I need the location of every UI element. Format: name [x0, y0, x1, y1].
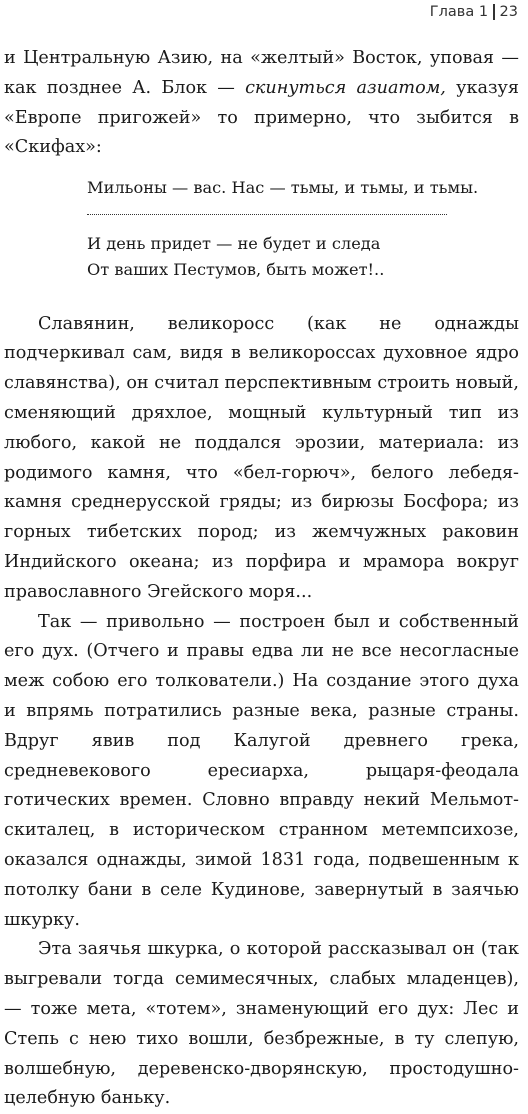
page-number: 23: [499, 4, 518, 20]
running-header: [430, 4, 518, 20]
intro-text-before: и Центральную Азию, на «желтый» Восток, уповая — как позднее А. Блок —: [4, 48, 519, 98]
body-paragraph: Славянин, великоросс (как не однажды подчеркивал сам, видя в великороссах духовное ядро славянства), он считал перспективным строить новый, сменяющий дряхлое, мощный культурный тип из любого, какой не поддался эрозии, материала: из родимого камня, что «бел-горюч», белого лебедя-камня среднерусской гряды; из бирюзы Босфора; из горных тибетских пород; из жемчужных раковин Индийского океана; из порфира и мрамора вокруг православного Эгейского моря...: [4, 313, 519, 602]
chapter-label: Глава 1: [429, 4, 489, 20]
body-paragraph: Эта заячья шкурка, о которой рассказывал он (так выгревали тогда семимесячных, слабых младенцев), — тоже мета, «тотем», знаменующий его дух: Лес и Степь с нею тихо вошли, безбрежные, в ту слепую, волшебную, деревенско-дворянскую, простодушно-целебную баньку.: [4, 939, 519, 1109]
intro-text-after: указуя «Европе пригожей» то примерно, что зыбится в «Скифах»:: [4, 77, 519, 158]
header-separator: [493, 4, 495, 20]
verse-quote: [87, 175, 519, 284]
verse-line: Мильоны — вас. Нас — тьмы, и тьмы, и тьмы.: [87, 178, 479, 198]
verse-line: И день придет — не будет и следа: [87, 233, 381, 253]
ellipsis-dotted-line: [87, 204, 447, 215]
page-body: [4, 44, 519, 1114]
verse-line: От ваших Пестумов, быть может!..: [87, 260, 385, 280]
intro-emphasis: скинуться азиатом,: [245, 77, 446, 98]
body-paragraph: Так — привольно — построен был и собственный его дух. (Отчего и правы едва ли не все несогласные меж собою его толкователи.) На создание этого духа и впрямь потратились разные века, разные страны. Вдруг явив под Калугой древнего грека, средневекового ересиарха, рыцаря-феодала готических времен. Словно вправду некий Мельмот-скиталец, в историческом странном метемпсихозе, оказался однажды, зимой 1831 года, подвешенным к потолку бани в селе Кудинове, завернутый в заячью шкурку.: [4, 611, 519, 930]
intro-paragraph: [4, 44, 519, 163]
